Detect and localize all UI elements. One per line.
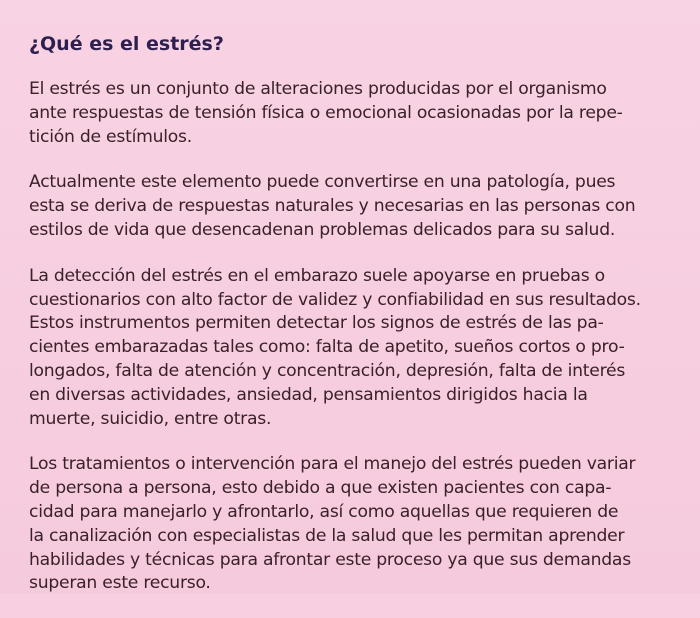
paragraph-detection: La detección del estrés en el embarazo suele apoyarse en pruebas o cuestionarios con alto factor de validez y confiabilidad en sus resultados. Estos instrumentos permiten detectar los signos de estrés de las pa- cientes embarazadas tales como: falta de apetito, sueños cortos o pro- longados, falta de atención y concentración, depresión, falta de interés en diversas actividades, ansiedad, pensamientos dirigidos hacia la muerte, suicidio, entre otras. — [29, 265, 641, 429]
paragraph-pathology: Actualmente este elemento puede convertirse en una patología, pues esta se deriva de respuestas naturales y necesarias en las personas con estilos de vida que desencadenan problemas delicados para su salud. — [29, 172, 636, 240]
article-body — [29, 32, 677, 618]
paragraph-treatment: Los tratamientos o intervención para el manejo del estrés pueden variar de persona a persona, esto debido a que existen pacientes con capa- cidad para manejarlo y afrontarlo, así como aquellas que requieren de la canalización con especialistas de la salud que les permitan aprender habilidades y técnicas para afrontar este proceso ya que sus demandas superan este recurso. — [29, 454, 636, 594]
paragraph-definition: El estrés es un conjunto de alteraciones producidas por el organismo ante respuestas de tensión física o emocional ocasionadas por la repe- tición de estímulos. — [29, 79, 623, 147]
page-title: ¿Qué es el estrés? — [29, 33, 224, 55]
